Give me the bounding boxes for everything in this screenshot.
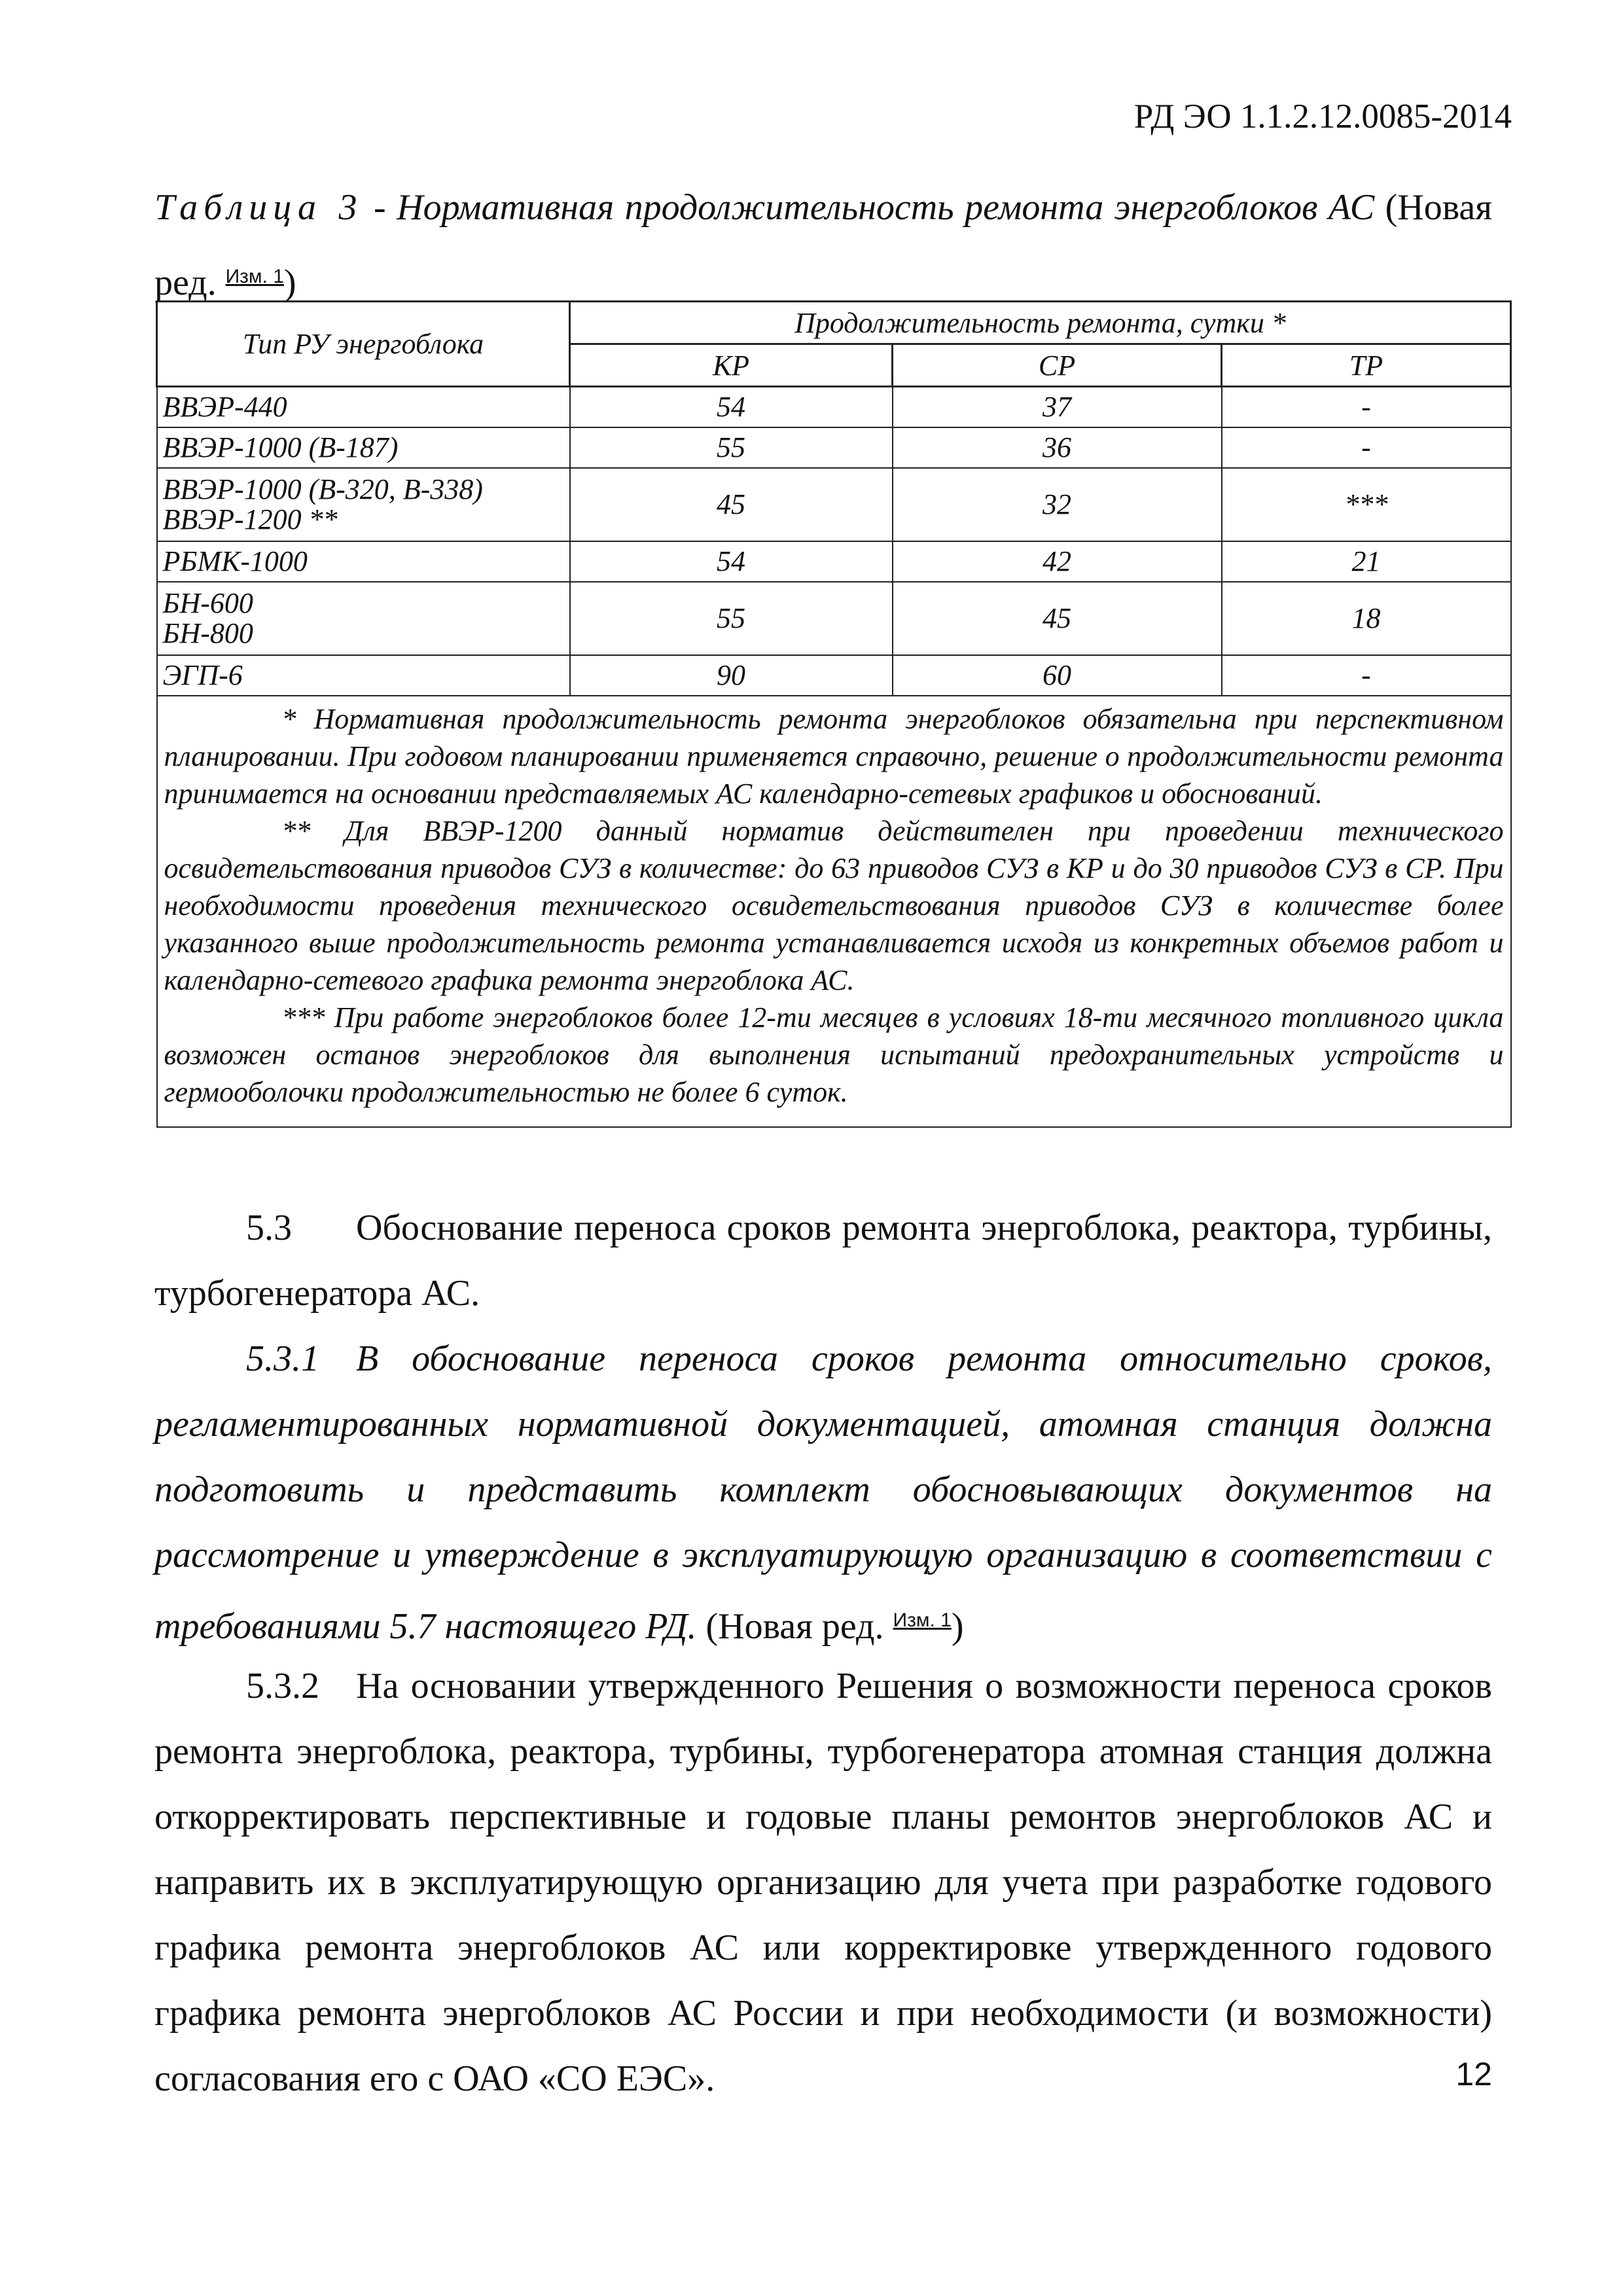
cell-unit-type: ВВЭР-440 [157, 387, 570, 427]
table-row [157, 468, 1511, 541]
table-row [157, 582, 1511, 655]
header-kr: КР [570, 344, 893, 387]
cell-kr: 90 [570, 655, 893, 696]
table-row [157, 655, 1511, 696]
table-row [157, 387, 1511, 427]
cell-tr: 18 [1222, 582, 1511, 655]
cell-sr: 45 [893, 582, 1222, 655]
header-unit-type: Тип РУ энергоблока [157, 302, 570, 387]
cell-tr: - [1222, 427, 1511, 468]
table-caption [154, 173, 1492, 317]
table-caption-title: - Нормативная продолжительность ремонта энергоблоков АС [363, 187, 1375, 228]
revision-link[interactable]: Изм. 1 [225, 266, 284, 287]
section-number: 5.3.2 [246, 1666, 319, 1706]
cell-tr: - [1222, 655, 1511, 696]
section-number: 5.3 [246, 1208, 292, 1248]
cell-kr: 45 [570, 468, 893, 541]
cell-kr: 55 [570, 582, 893, 655]
table-caption-label: Таблица 3 [154, 187, 363, 228]
header-sr: СР [893, 344, 1222, 387]
cell-unit-type: ВВЭР-1000 (В-187) [157, 427, 570, 468]
cell-sr: 60 [893, 655, 1222, 696]
section-paragraph: В обоснование переноса сроков ремонта относительно сроков, регламентированных нормативной документацией, атомная станция должна подготовить и представить комплект обосновывающих документов на рассмотрение и утверждение в эксплуатирующую организацию в соответствии с требованиями 5.7 настоящего РД. [154, 1338, 1492, 1647]
section-5-3-2 [154, 1653, 1492, 2111]
section-heading: Обоснование переноса сроков ремонта энергоблока, реактора, турбины, турбогенератора АС. [154, 1208, 1492, 1314]
section-paragraph: На основании утвержденного Решения о возможности переноса сроков ремонта энергоблока, реактора, турбины, турбогенератора атомная станция должна откорректировать перспективные и годовые планы ремонтов энергоблоков АС и направить их в эксплуатирующую организацию для учета при разработке годового графика ремонта энергоблоков АС или корректировке утвержденного годового графика ремонта энергоблоков АС России и при необходимости (и возможности) согласования его с ОАО «СО ЕЭС». [154, 1666, 1492, 2099]
cell-kr: 55 [570, 427, 893, 468]
table-row [157, 541, 1511, 582]
document-code: РД ЭО 1.1.2.12.0085-2014 [1133, 98, 1512, 135]
table-caption-close: ) [283, 262, 296, 303]
header-repair-duration: Продолжительность ремонта, сутки * [570, 302, 1511, 344]
revision-suffix: (Новая ред. [696, 1606, 893, 1647]
repair-duration-table [156, 300, 1512, 1128]
table-note: ** Для ВВЭР-1200 данный норматив действителен при проведении технического освидетельствования приводов СУЗ в количестве: до 63 приводов СУЗ в КР и до 30 приводов СУЗ в СР. При необходимости проведения технического освидетельствования приводов СУЗ в количестве более указанного выше продолжительность ремонта устанавливается исходя из конкретных объемов работ и календарно-сетевого графика ремонта энергоблока АС. [164, 814, 1504, 996]
revision-link[interactable]: Изм. 1 [893, 1609, 952, 1631]
table-notes-row [157, 696, 1511, 1127]
cell-tr: 21 [1222, 541, 1511, 582]
cell-unit-type: БН-600 БН-800 [157, 582, 570, 655]
table-row [157, 427, 1511, 468]
cell-sr: 36 [893, 427, 1222, 468]
header-tr: ТР [1222, 344, 1511, 387]
cell-kr: 54 [570, 541, 893, 582]
table-notes [157, 696, 1511, 1127]
cell-unit-type: РБМК-1000 [157, 541, 570, 582]
table-note: *** При работе энергоблоков более 12-ти месяцев в условиях 18-ти месячного топливного цикла возможен останов энергоблоков для выполнения испытаний предохранительных устройств и гермооболочки продолжительностью не более 6 суток. [164, 1001, 1504, 1108]
section-5-3 [154, 1195, 1492, 1326]
cell-sr: 37 [893, 387, 1222, 427]
cell-sr: 32 [893, 468, 1222, 541]
table-caption-suffix: (Новая ред. [154, 187, 1493, 303]
section-number: 5.3.1 [246, 1338, 319, 1379]
cell-tr: - [1222, 387, 1511, 427]
cell-kr: 54 [570, 387, 893, 427]
section-5-3-1 [154, 1326, 1492, 1659]
cell-tr: *** [1222, 468, 1511, 541]
table-note: * Нормативная продолжительность ремонта энергоблоков обязательна при перспективном планировании. При годовом планировании применяется справочно, решение о продолжительности ремонта принимается на основании представляемых АС календарно-сетевых графиков и обоснований. [164, 702, 1504, 810]
revision-close: ) [951, 1606, 964, 1647]
page-number: 12 [1455, 2056, 1492, 2092]
cell-unit-type: ВВЭР-1000 (В-320, В-338) ВВЭР-1200 ** [157, 468, 570, 541]
cell-sr: 42 [893, 541, 1222, 582]
cell-unit-type: ЭГП-6 [157, 655, 570, 696]
